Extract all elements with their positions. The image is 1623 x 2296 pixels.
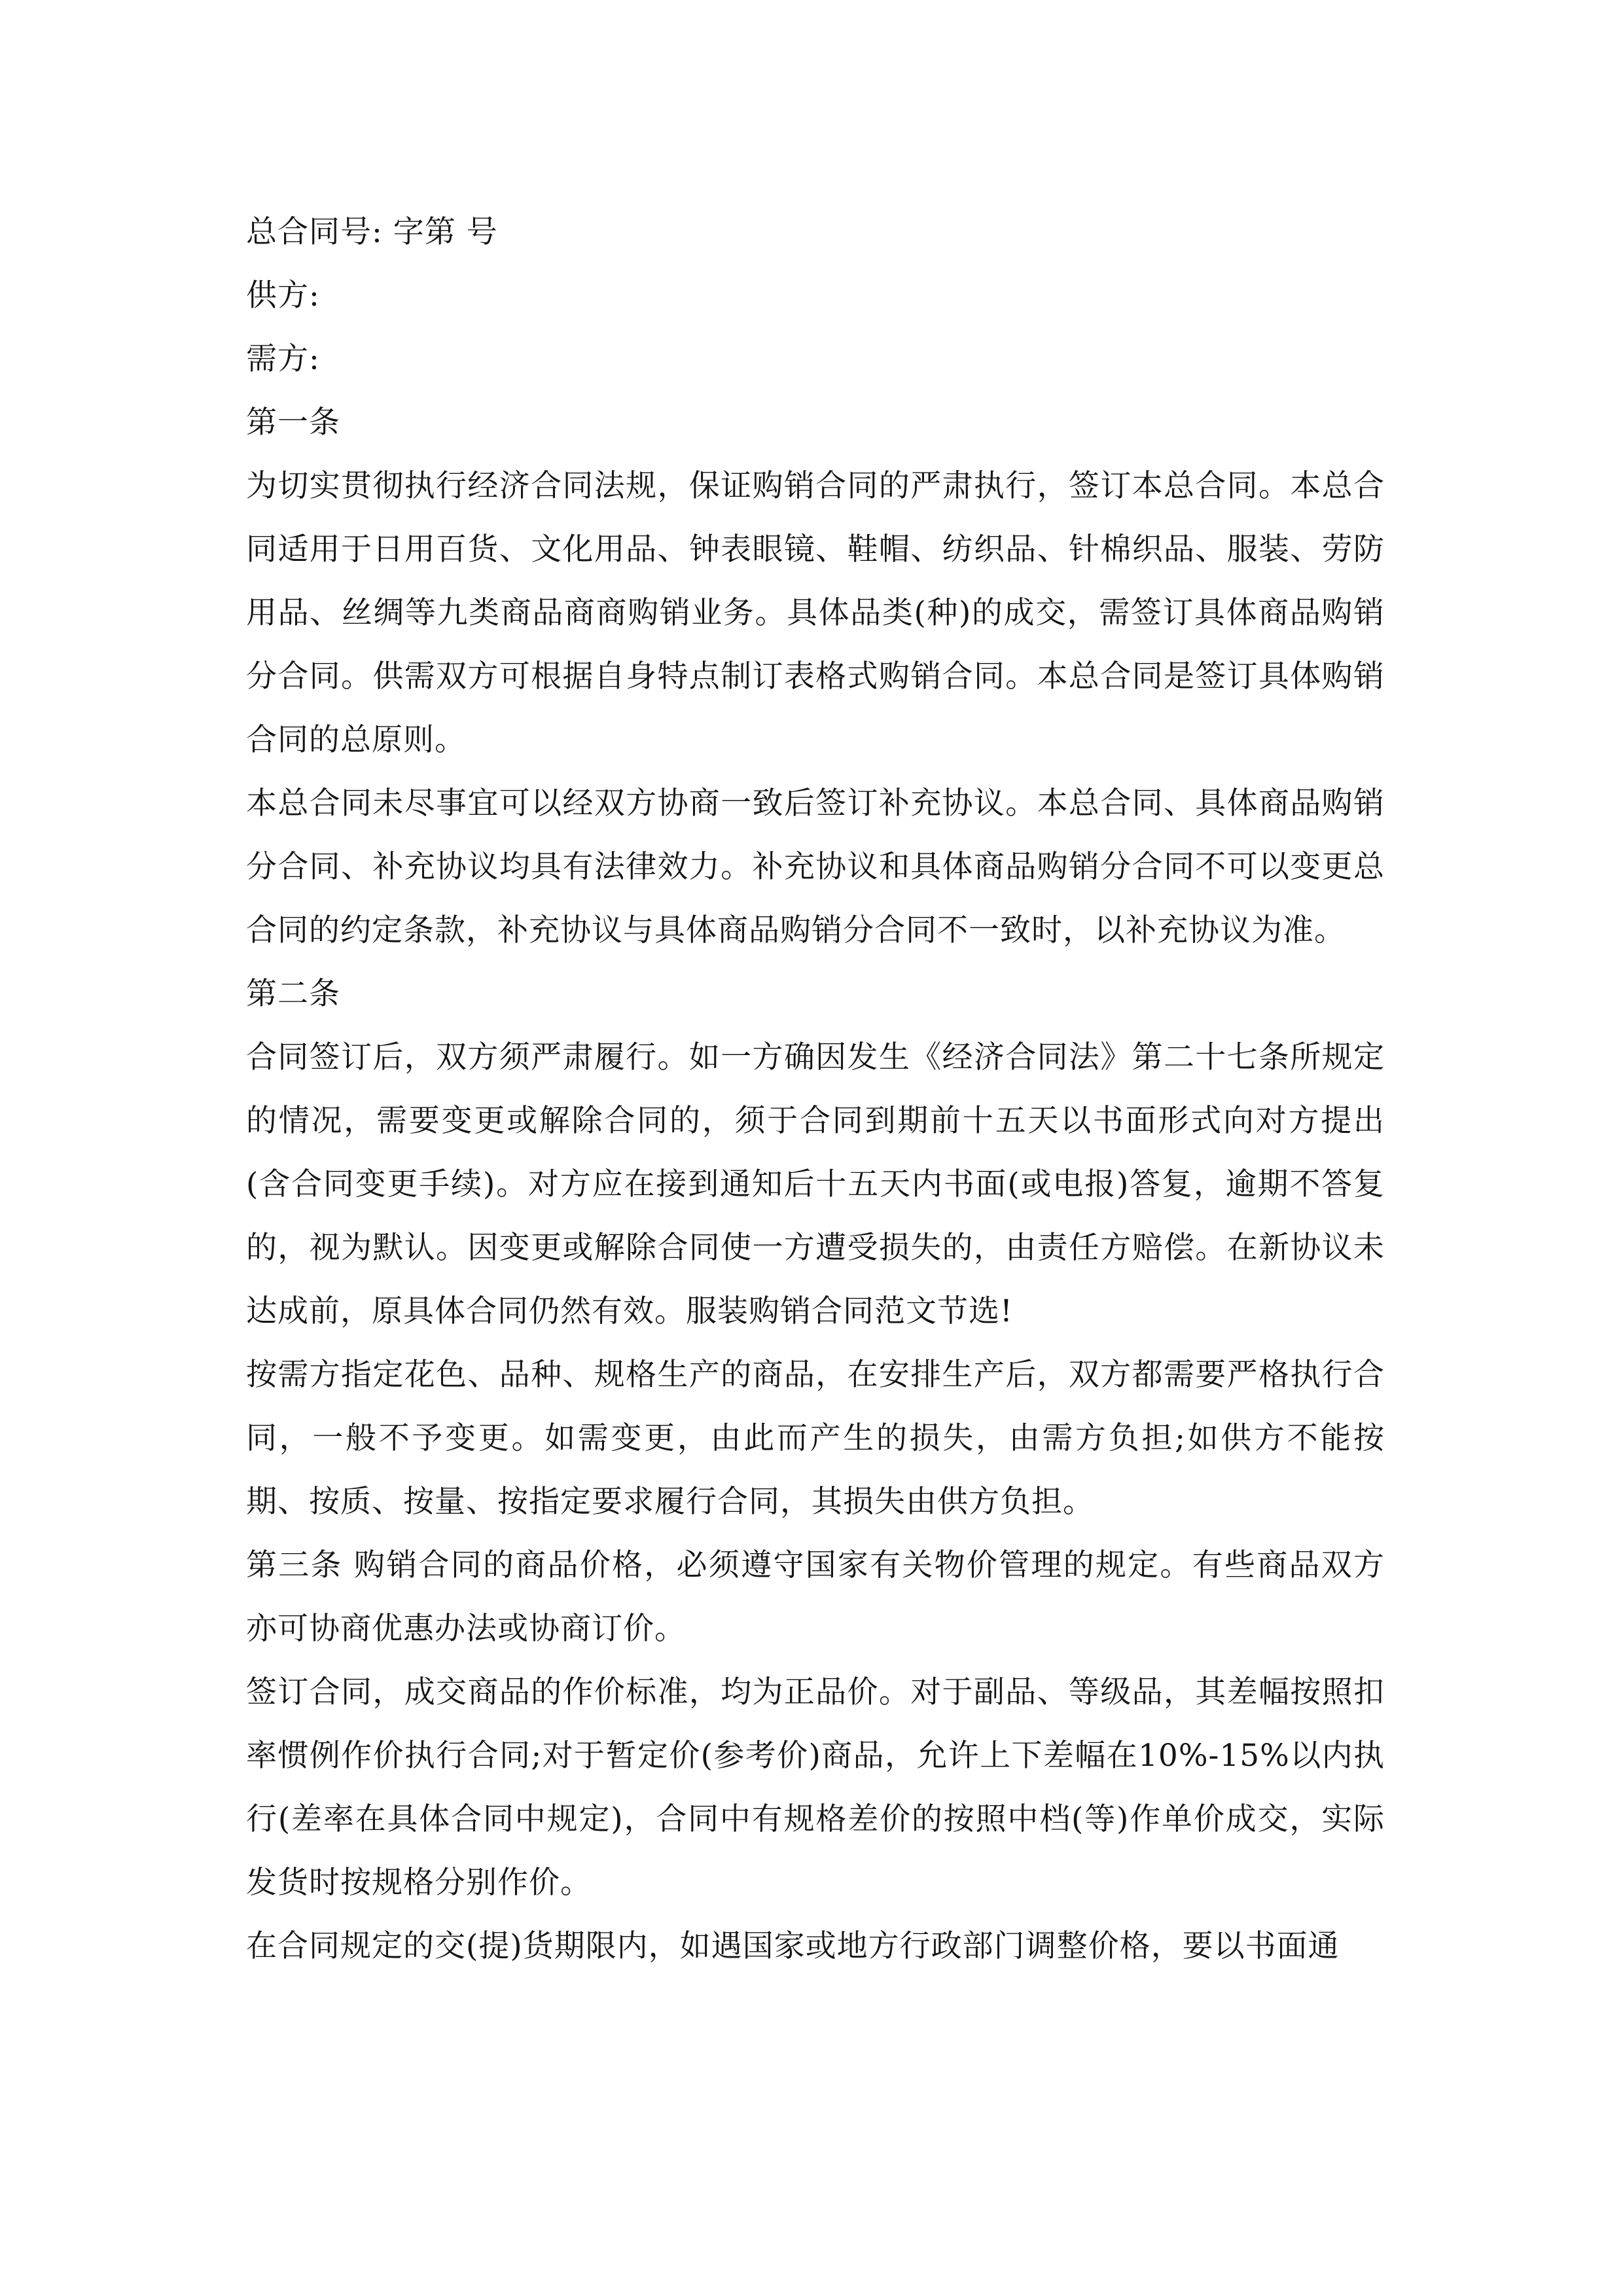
article-two-paragraph-1: 合同签订后，双方须严肃履行。如一方确因发生《经济合同法》第二十七条所规定的情况，需要变更或解除合同的，须于合同到期前十五天以书面形式向对方提出(含合同变更手续)。对方应在接到通知后十五天内书面(或电报)答复，逾期不答复的，视为默认。因变更或解除合同使一方遭受损失的，由责任方赔偿。在新协议未达成前，原具体合同仍然有效。服装购销合同范文节选!: [246, 1039, 1385, 1329]
buyer-line: 需方:: [246, 341, 320, 377]
article-three-paragraph-2: 签订合同，成交商品的作价标准，均为正品价。对于副品、等级品，其差幅按照扣率惯例作价执行合同;对于暂定价(参考价)商品，允许上下差幅在10%-15%以内执行(差率在具体合同中规定)，合同中有规格差价的按照中档(等)作单价成交，实际发货时按规格分别作价。: [246, 1674, 1385, 1901]
article-two-paragraph-2: 按需方指定花色、品种、规格生产的商品，在安排生产后，双方都需要严格执行合同，一般不予变更。如需变更，由此而产生的损失，由需方负担;如供方不能按期、按质、按量、按指定要求履行合同，其损失由供方负担。: [246, 1357, 1385, 1520]
article-one-paragraph-1: 为切实贯彻执行经济合同法规，保证购销合同的严肃执行，签订本总合同。本总合同适用于日用百货、文化用品、钟表眼镜、鞋帽、纺织品、针棉织品、服装、劳防用品、丝绸等九类商品商商购销业务。具体品类(种)的成交，需签订具体商品购销分合同。供需双方可根据自身特点制订表格式购销合同。本总合同是签订具体购销合同的总原则。: [246, 468, 1385, 758]
article-three-paragraph-3: 在合同规定的交(提)货期限内，如遇国家或地方行政部门调整价格，要以书面通: [246, 1928, 1340, 1964]
article-one-paragraph-2: 本总合同未尽事宜可以经双方协商一致后签订补充协议。本总合同、具体商品购销分合同、补充协议均具有法律效力。补充协议和具体商品购销分合同不可以变更总合同的约定条款，补充协议与具体商品购销分合同不一致时，以补充协议为准。: [246, 785, 1385, 948]
article-two-heading: 第二条: [246, 976, 340, 1012]
contract-number-line: 总合同号: 字第 号: [246, 214, 498, 250]
supplier-line: 供方:: [246, 278, 320, 314]
article-three-paragraph-1: 第三条 购销合同的商品价格，必须遵守国家有关物价管理的规定。有些商品双方亦可协商优惠办法或协商订价。: [246, 1547, 1385, 1647]
document-body: [246, 200, 1385, 1978]
article-one-heading: 第一条: [246, 404, 340, 440]
